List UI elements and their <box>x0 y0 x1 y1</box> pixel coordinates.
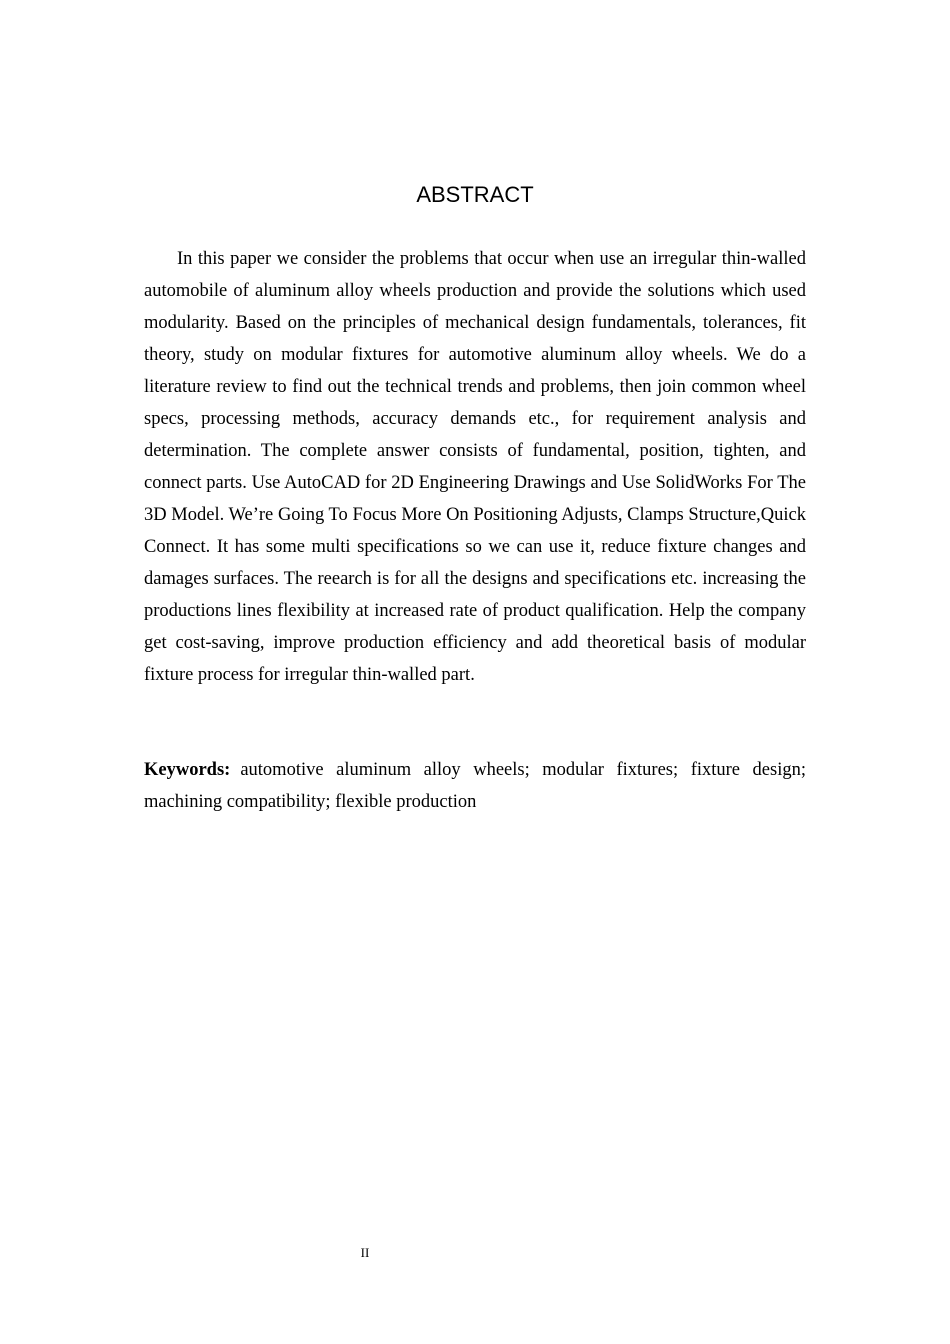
keywords-text: automotive aluminum alloy wheels; modular fixtures; fixture design; machining compatibility; flexible production <box>144 760 806 812</box>
page-number: II <box>360 1245 370 1260</box>
keywords-label: Keywords: <box>144 760 231 780</box>
abstract-title: ABSTRACT <box>416 182 534 207</box>
keywords-paragraph <box>144 754 806 818</box>
abstract-body: In this paper we consider the problems that occur when use an irregular thin-walled automobile of aluminum alloy wheels production and provide the solutions which used modularity. Based on the principles of mechanical design fundamentals, tolerances, fit theory, study on modular fixtures for automotive aluminum alloy wheels. We do a literature review to find out the technical trends and problems, then join common wheel specs, processing methods, accuracy demands etc., for requirement analysis and determination. The complete answer consists of fundamental, position, tighten, and connect parts. Use AutoCAD for 2D Engineering Drawings and Use SolidWorks For The 3D Model. We’re Going To Focus More On Positioning Adjusts, Clamps Structure,Quick Connect. It has some multi specifications so we can use it, reduce fixture changes and damages surfaces. The reearch is for all the designs and specifications etc. increasing the productions lines flexibility at increased rate of product qualification. Help the company get cost-saving, improve production efficiency and add theoretical basis of modular fixture process for irregular thin-walled part. <box>144 249 806 685</box>
